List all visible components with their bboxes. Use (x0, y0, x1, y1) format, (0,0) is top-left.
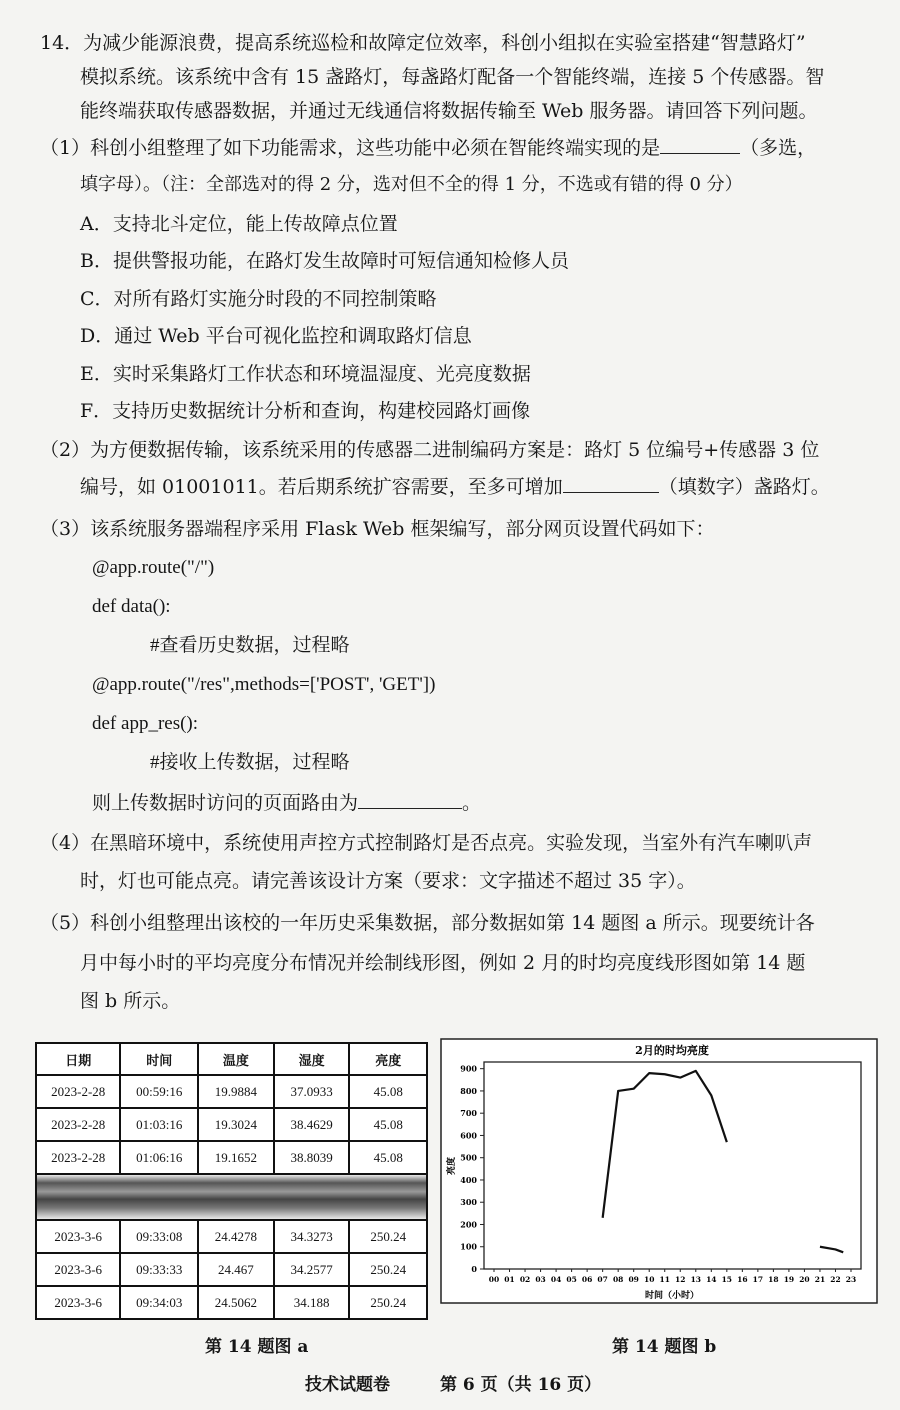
answer-blank-1[interactable] (660, 135, 740, 154)
part3-prompt-end: 。 (462, 792, 482, 814)
x-tick-label: 16 (737, 1275, 748, 1284)
table-cell: 2023-2-28 (36, 1141, 120, 1174)
header-humidity: 湿度 (274, 1043, 350, 1075)
y-tick-label: 0 (471, 1264, 477, 1274)
y-tick-label: 300 (460, 1197, 477, 1208)
x-tick-label: 12 (675, 1275, 686, 1284)
code-line-4: @app.route("/res",methods=['POST', 'GET']) (92, 674, 436, 695)
question-line-2: 模拟系统。该系统中含有 15 盏路灯，每盏路灯配备一个智能终端，连接 5 个传感器。智 (80, 66, 825, 88)
answer-blank-2[interactable] (563, 474, 659, 493)
option-e: E．实时采集路灯工作状态和环境温湿度、光亮度数据 (80, 363, 531, 385)
torn-section (36, 1174, 427, 1220)
answer-blank-3[interactable] (358, 790, 462, 809)
x-tick-label: 17 (752, 1275, 764, 1284)
table-cell: 45.08 (349, 1075, 427, 1108)
x-tick-label: 07 (597, 1275, 608, 1284)
chart-title: 2月的时均亮度 (635, 1044, 709, 1057)
table-cell: 2023-3-6 (36, 1253, 120, 1286)
footer-subject: 技术试题卷 (305, 1375, 390, 1395)
part5-line-3: 图 b 所示。 (80, 990, 181, 1012)
table-cell: 19.9884 (198, 1075, 274, 1108)
x-tick-label: 22 (830, 1275, 841, 1284)
part1-note: 填字母）。（注：全部选对的得 2 分，选对但不全的得 1 分，不选或有错的得 0 分） (80, 174, 743, 195)
question-line-3: 能终端获取传感器数据，并通过无线通信将数据传输至 Web 服务器。请回答下列问题。 (80, 100, 818, 122)
table-row (36, 1075, 427, 1108)
part3-line-1: （3）该系统服务器端程序采用 Flask Web 框架编写，部分网页设置代码如下： (40, 518, 715, 540)
part1-prompt: （1）科创小组整理了如下功能需求，这些功能中必须在智能终端实现的是 (40, 137, 661, 159)
header-date: 日期 (36, 1043, 120, 1075)
part1-prompt-end: （多选， (740, 137, 817, 159)
part3-last-line (92, 790, 481, 816)
code-line-1: @app.route("/") (92, 557, 215, 578)
option-c: C．对所有路灯实施分时段的不同控制策略 (80, 288, 437, 310)
table-row (36, 1220, 427, 1253)
table-cell: 2023-2-28 (36, 1075, 120, 1108)
y-tick-label: 600 (460, 1130, 477, 1141)
table-cell: 250.24 (349, 1220, 427, 1253)
table-cell: 24.467 (198, 1253, 274, 1286)
header-brightness: 亮度 (349, 1043, 427, 1075)
x-axis-label: 时间（小时） (644, 1291, 700, 1301)
x-tick-label: 13 (690, 1275, 702, 1284)
table-cell: 09:33:08 (120, 1220, 198, 1253)
table-cell: 45.08 (349, 1141, 427, 1174)
footer-page-number: 第 6 页（共 16 页） (440, 1375, 602, 1395)
table-cell: 45.08 (349, 1108, 427, 1141)
option-d: D．通过 Web 平台可视化监控和调取路灯信息 (80, 325, 472, 347)
y-tick-label: 100 (460, 1241, 477, 1252)
table-tear-row (36, 1174, 427, 1220)
x-tick-label: 09 (628, 1275, 639, 1284)
code-line-2: def data(): (92, 596, 171, 617)
part2-line-1: （2）为方便数据传输，该系统采用的传感器二进制编码方案是：路灯 5 位编号+传感器 3 位 (40, 439, 820, 461)
table-cell: 2023-3-6 (36, 1220, 120, 1253)
part2-line-2 (80, 474, 830, 500)
x-tick-label: 21 (814, 1275, 826, 1284)
caption-figure-a: 第 14 题图 a (205, 1337, 309, 1357)
x-tick-label: 04 (550, 1275, 562, 1284)
x-tick-label: 10 (643, 1275, 655, 1284)
y-axis-label: 亮度 (447, 1156, 457, 1176)
table-cell: 2023-2-28 (36, 1108, 120, 1141)
table-cell: 34.3273 (274, 1220, 350, 1253)
table-row (36, 1108, 427, 1141)
header-temperature: 温度 (198, 1043, 274, 1075)
question-line-1: 14．为减少能源浪费，提高系统巡检和故障定位效率，科创小组拟在实验室搭建“智慧路灯” (40, 32, 806, 54)
x-tick-label: 03 (535, 1275, 546, 1284)
part2-prompt: 编号，如 01001011。若后期系统扩容需要，至多可增加 (80, 476, 563, 498)
part5-line-1: （5）科创小组整理出该校的一年历史采集数据，部分数据如第 14 题图 a 所示。现要统计各 (40, 912, 815, 934)
x-tick-label: 08 (612, 1275, 624, 1284)
part4-line-2: 时，灯也可能点亮。请完善该设计方案（要求：文字描述不超过 35 字）。 (80, 870, 696, 892)
table-cell: 24.5062 (198, 1286, 274, 1319)
table-cell: 34.2577 (274, 1253, 350, 1286)
table-row (36, 1253, 427, 1286)
part4-line-1: （4）在黑暗环境中，系统使用声控方式控制路灯是否点亮。实验发现，当室外有汽车喇叭声 (40, 832, 813, 854)
y-tick-label: 900 (460, 1063, 477, 1074)
table-cell: 2023-3-6 (36, 1286, 120, 1319)
table-cell: 19.3024 (198, 1108, 274, 1141)
table-cell: 38.4629 (274, 1108, 350, 1141)
chart-frame (441, 1039, 877, 1303)
table-cell: 38.8039 (274, 1141, 350, 1174)
part3-prompt: 则上传数据时访问的页面路由为 (92, 792, 359, 814)
x-tick-label: 11 (659, 1275, 670, 1284)
table-cell: 19.1652 (198, 1141, 274, 1174)
x-tick-label: 23 (845, 1275, 857, 1284)
brightness-line-chart (440, 1038, 878, 1304)
table-cell: 34.188 (274, 1286, 350, 1319)
table-cell: 24.4278 (198, 1220, 274, 1253)
table-row (36, 1141, 427, 1174)
table-cell: 01:06:16 (120, 1141, 198, 1174)
x-tick-label: 14 (706, 1275, 717, 1284)
y-tick-label: 800 (460, 1085, 477, 1096)
part1-line-1 (40, 135, 816, 161)
caption-figure-b: 第 14 题图 b (612, 1337, 717, 1357)
table-cell: 09:34:03 (120, 1286, 198, 1319)
table-cell: 37.0933 (274, 1075, 350, 1108)
table-row (36, 1286, 427, 1319)
part5-line-2: 月中每小时的平均亮度分布情况并绘制线形图，例如 2 月的时均亮度线形图如第 14 题 (80, 952, 806, 974)
x-tick-label: 00 (488, 1275, 500, 1284)
header-time: 时间 (120, 1043, 198, 1075)
data-table (35, 1042, 428, 1320)
x-tick-label: 15 (721, 1275, 733, 1284)
x-tick-label: 06 (581, 1275, 593, 1284)
table-cell: 09:33:33 (120, 1253, 198, 1286)
y-tick-label: 500 (460, 1152, 477, 1163)
y-tick-label: 200 (460, 1219, 477, 1230)
option-a: A．支持北斗定位，能上传故障点位置 (80, 213, 398, 235)
option-f: F．支持历史数据统计分析和查询，构建校园路灯画像 (80, 400, 531, 422)
part2-prompt-end: （填数字）盏路灯。 (658, 476, 830, 498)
table-cell: 250.24 (349, 1286, 427, 1319)
option-b: B．提供警报功能，在路灯发生故障时可短信通知检修人员 (80, 250, 569, 272)
y-tick-label: 700 (460, 1108, 477, 1119)
code-line-3: #查看历史数据，过程略 (150, 635, 350, 656)
code-line-6: #接收上传数据，过程略 (150, 752, 350, 773)
table-header-row (36, 1043, 427, 1075)
y-tick-label: 400 (460, 1174, 477, 1185)
code-line-5: def app_res(): (92, 713, 199, 734)
table-cell: 250.24 (349, 1253, 427, 1286)
x-tick-label: 05 (566, 1275, 577, 1284)
table-cell: 00:59:16 (120, 1075, 198, 1108)
table-cell: 01:03:16 (120, 1108, 198, 1141)
x-tick-label: 02 (519, 1275, 531, 1284)
x-tick-label: 01 (504, 1275, 515, 1284)
x-tick-label: 19 (783, 1275, 795, 1284)
x-tick-label: 18 (768, 1275, 779, 1284)
x-tick-label: 20 (799, 1275, 810, 1284)
